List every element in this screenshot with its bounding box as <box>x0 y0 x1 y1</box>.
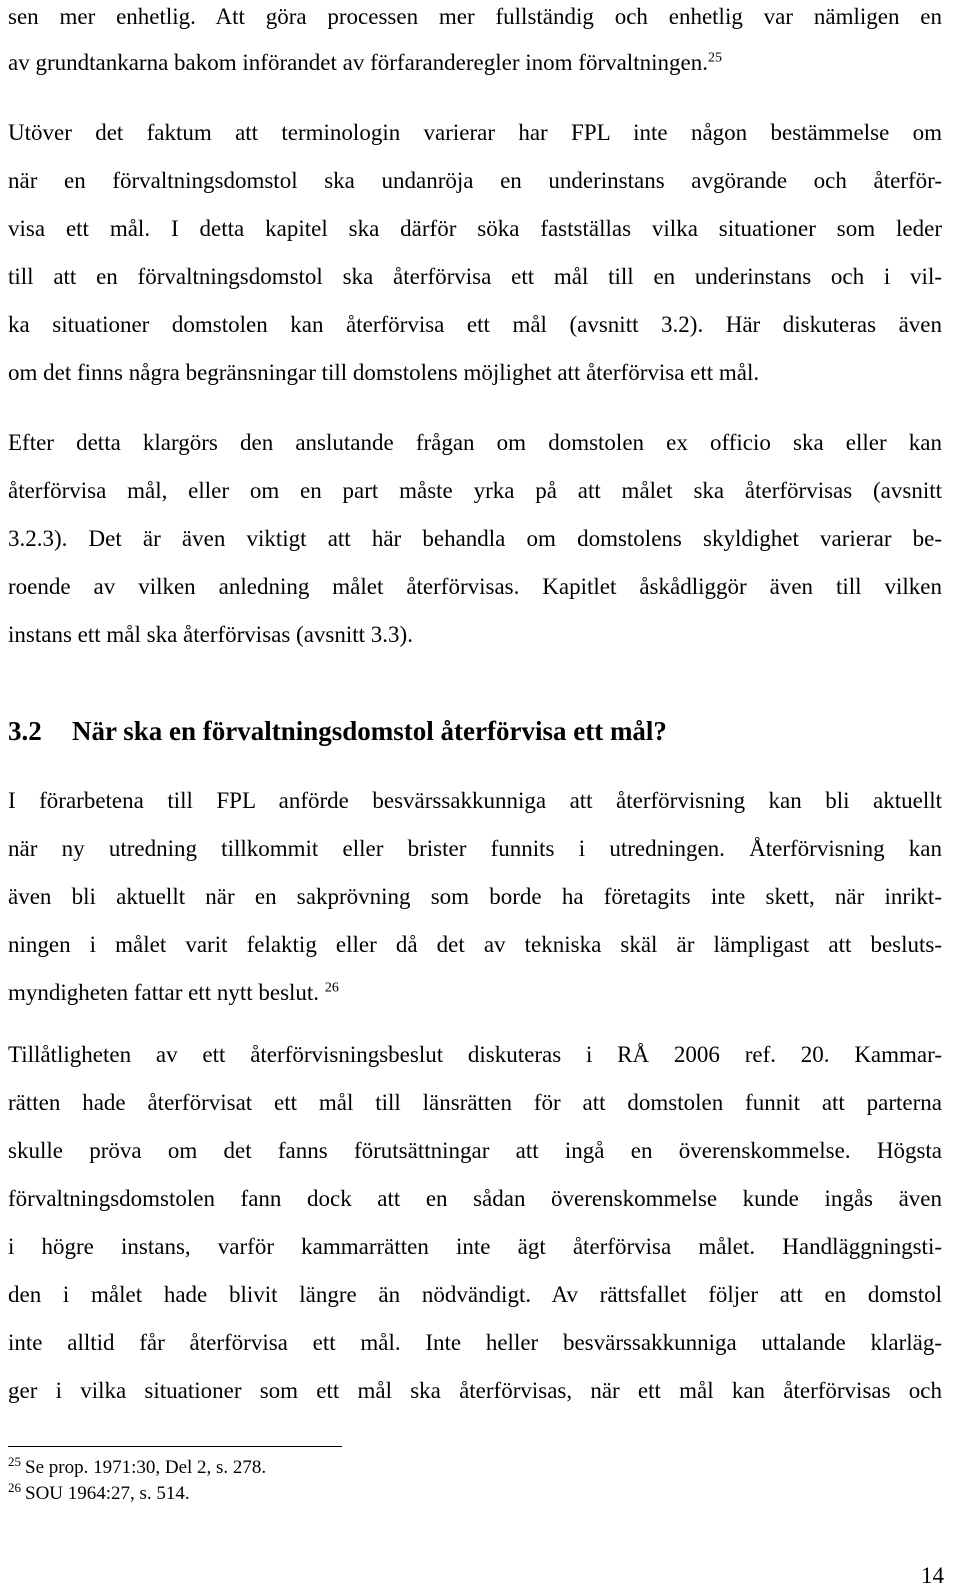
text-line: sen mer enhetlig. Att göra processen mer fullständig och enhetlig var nämligen en <box>8 4 942 29</box>
text-line: Efter detta klargörs den anslutande frågan om domstolen ex officio ska eller kan <box>8 430 942 455</box>
footnote-separator <box>8 1446 342 1447</box>
footnote-text: SOU 1964:27, s. 514. <box>25 1483 190 1504</box>
text-line: roende av vilken anledning målet återförvisas. Kapitlet åskådliggör även till vilken <box>8 574 942 599</box>
section-number: 3.2 <box>8 716 42 746</box>
text-line: ger i vilka situationer som ett mål ska återförvisas, när ett mål kan återförvisas och <box>8 1378 942 1403</box>
text-line: ka situationer domstolen kan återförvisa ett mål (avsnitt 3.2). Här diskuteras även <box>8 312 942 337</box>
text-line <box>8 48 722 78</box>
text-line: ningen i målet varit felaktig eller då det av tekniska skäl är lämpligast att besluts- <box>8 932 942 957</box>
text-line: rätten hade återförvisat ett mål till länsrätten för att domstolen funnit att parterna <box>8 1090 942 1115</box>
footnote-number: 26 <box>8 1479 21 1495</box>
section-heading <box>8 714 667 748</box>
text-line: till att en förvaltningsdomstol ska återförvisa ett mål till en underinstans och i vil- <box>8 264 942 289</box>
text-span: myndigheten fattar ett nytt beslut. <box>8 980 320 1005</box>
text-line: när ny utredning tillkommit eller brister funnits i utredningen. Återförvisning kan <box>8 836 942 861</box>
footnote <box>8 1453 267 1480</box>
page-number: 14 <box>921 1563 944 1588</box>
text-line: skulle pröva om det fanns förutsättningar att ingå en överenskommelse. Högsta <box>8 1138 942 1163</box>
section-title: När ska en förvaltningsdomstol återförvisa ett mål? <box>72 716 667 746</box>
text-line <box>8 978 339 1008</box>
footnote-number: 25 <box>8 1453 21 1469</box>
text-line: förvaltningsdomstolen fann dock att en sådan överenskommelse kunde ingås även <box>8 1186 942 1211</box>
text-line: återförvisa mål, eller om en part måste yrka på att målet ska återförvisas (avsnitt <box>8 478 942 503</box>
text-line: Tillåtligheten av ett återförvisningsbeslut diskuteras i RÅ 2006 ref. 20. Kammar- <box>8 1042 942 1067</box>
text-line: även bli aktuellt när en sakprövning som borde ha företagits inte skett, när inrikt- <box>8 884 942 909</box>
text-line: den i målet hade blivit längre än nödvändigt. Av rättsfallet följer att en domstol <box>8 1282 942 1307</box>
footnote-text: Se prop. 1971:30, Del 2, s. 278. <box>25 1457 267 1478</box>
text-line: instans ett mål ska återförvisas (avsnitt 3.3). <box>8 622 413 647</box>
footnote <box>8 1479 190 1506</box>
document-page <box>8 0 944 1594</box>
text-span: av grundtankarna bakom införandet av förfaranderegler inom förvaltningen. <box>8 50 708 75</box>
text-line: 3.2.3). Det är även viktigt att här behandla om domstolens skyldighet varierar be- <box>8 526 942 551</box>
text-line: Utöver det faktum att terminologin varierar har FPL inte någon bestämmelse om <box>8 120 942 145</box>
footnote-ref: 25 <box>707 50 722 66</box>
text-line: i högre instans, varför kammarrätten inte ägt återförvisa målet. Handläggningsti- <box>8 1234 942 1259</box>
text-line: inte alltid får återförvisa ett mål. Inte heller besvärssakkunniga uttalande klarläg- <box>8 1330 942 1355</box>
text-line: visa ett mål. I detta kapitel ska därför söka fastställas vilka situationer som leder <box>8 216 942 241</box>
text-line: när en förvaltningsdomstol ska undanröja en underinstans avgörande och återför- <box>8 168 942 193</box>
footnote-ref: 26 <box>324 980 339 996</box>
text-line: I förarbetena till FPL anförde besvärssakkunniga att återförvisning kan bli aktuellt <box>8 788 942 813</box>
text-line: om det finns några begränsningar till domstolens möjlighet att återförvisa ett mål. <box>8 360 760 385</box>
